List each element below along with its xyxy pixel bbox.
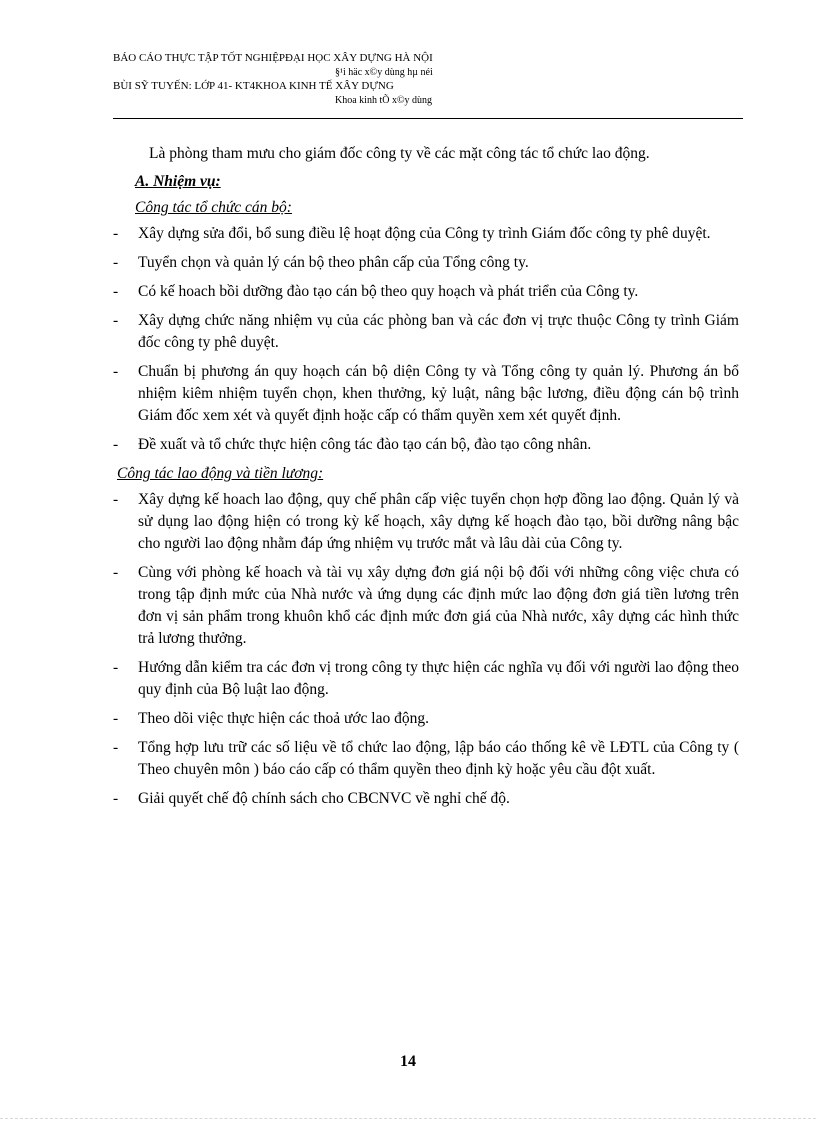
intro-paragraph: Là phòng tham mưu cho giám đốc công ty về các mặt công tác tổ chức lao động. <box>149 145 650 162</box>
list-item-text: Theo dõi việc thực hiện các thoả ước lao động. <box>138 710 429 727</box>
list-item <box>113 489 739 555</box>
dash-bullet: - <box>113 564 119 581</box>
dash-bullet: - <box>113 283 119 300</box>
dash-bullet: - <box>113 739 119 756</box>
list-item-text: Xây dựng kế hoach lao động, quy chế phân cấp việc tuyển chọn hợp đồng lao động. Quản lý và sử dụng lao động hiện có trong kỳ kế hoạch, xây dựng kế hoạch đào tạo, bồi dưỡng nâng bậc cho người lao động nhằm đáp ứng nhiệm vụ trước mắt và lâu dài của Công ty. <box>138 491 739 552</box>
dash-bullet: - <box>113 790 119 807</box>
list-item <box>113 737 739 781</box>
list-item-text: Hướng dẫn kiểm tra các đơn vị trong công ty thực hiện các nghĩa vụ đối với người lao động theo quy định của Bộ luật lao động. <box>138 659 739 698</box>
list-item-text: Cùng với phòng kế hoach và tài vụ xây dựng đơn giá nội bộ đối với những công việc chưa có trong tập định mức của Nhà nước và ứng dụng các định mức lao động đơn giá tiền lương trên đơn vị sản phẩm trong khuôn khổ các định mức đơn giá của Nhà nước, xây dựng các hình thức trả lương thưởng. <box>138 564 739 647</box>
list-item-text: Có kế hoach bồi dưỡng đào tạo cán bộ theo quy hoạch và phát triển của Công ty. <box>138 283 639 300</box>
dash-bullet: - <box>113 225 119 242</box>
document-body <box>113 143 739 817</box>
list-item <box>113 361 739 427</box>
header-faculty-legacy: Khoa kinh tÕ x©y dùng <box>335 95 433 106</box>
page-header <box>113 52 743 108</box>
header-line-2 <box>113 80 743 94</box>
dash-bullet: - <box>113 363 119 380</box>
list-item-text: Chuẩn bị phương án quy hoạch cán bộ diện Công ty và Tổng công ty quản lý. Phương án bổ nhiệm kiêm nhiệm tuyển chọn, khen thưởng, kỷ luật, nâng bậc lương, điều động cán bộ trình Giám đốc xem xét và quyết định hoặc cấp có thẩm quyền xem xét quyết định. <box>138 363 739 424</box>
list-item <box>113 657 739 701</box>
dash-bullet: - <box>113 312 119 329</box>
header-report-title: BÁO CÁO THỰC TẬP TỐT NGHIỆPĐẠI HỌC XÂY DỰNG HÀ NỘI <box>113 52 433 64</box>
dash-bullet: - <box>113 659 119 676</box>
list-item <box>113 223 739 245</box>
list-item <box>113 310 739 354</box>
dash-bullet: - <box>113 436 119 453</box>
list-item <box>113 788 739 810</box>
page-number: 14 <box>400 1053 416 1070</box>
list-item-text: Xây dựng chức năng nhiệm vụ của các phòng ban và các đơn vị trực thuộc Công ty trình Giám đốc công ty phê duyệt. <box>138 312 739 351</box>
list-item <box>113 252 739 274</box>
header-line-2-sub <box>113 94 743 108</box>
subsection-2-list <box>113 489 739 810</box>
list-item <box>113 281 739 303</box>
subsection-1-title: Công tác tổ chức cán bộ: <box>135 199 292 216</box>
section-a-heading: A. Nhiệm vụ: <box>135 173 221 190</box>
list-item-text: Tuyển chọn và quản lý cán bộ theo phân cấp của Tổng công ty. <box>138 254 529 271</box>
page-break-line <box>0 1118 816 1119</box>
subsection-2-title: Công tác lao động và tiền lương: <box>117 465 324 482</box>
header-line-1-sub <box>113 66 743 80</box>
dash-bullet: - <box>113 491 119 508</box>
dash-bullet: - <box>113 710 119 727</box>
header-author-class: BÙI SỸ TUYẾN: LỚP 41- KT4KHOA KINH TẾ XÂY DỰNG <box>113 80 394 92</box>
header-line-1 <box>113 52 743 66</box>
list-item-text: Xây dựng sửa đổi, bổ sung điều lệ hoạt động của Công ty trình Giám đốc công ty phê duyệt. <box>138 225 711 242</box>
list-item <box>113 434 739 456</box>
list-item <box>113 562 739 650</box>
subsection-1-list <box>113 223 739 456</box>
list-item-text: Đề xuất và tổ chức thực hiện công tác đào tạo cán bộ, đào tạo công nhân. <box>138 436 592 453</box>
list-item-text: Tổng hợp lưu trữ các số liệu về tổ chức lao động, lập báo cáo thống kê về LĐTL của Công ty ( Theo chuyên môn ) báo cáo cấp có thẩm quyền theo định kỳ hoặc yêu cầu đột xuất. <box>138 739 739 778</box>
list-item-text: Giải quyết chế độ chính sách cho CBCNVC về nghỉ chế độ. <box>138 790 510 807</box>
dash-bullet: - <box>113 254 119 271</box>
header-university-legacy: §¹i häc x©y dùng hµ néi <box>335 67 433 78</box>
list-item <box>113 708 739 730</box>
header-divider <box>113 118 743 119</box>
